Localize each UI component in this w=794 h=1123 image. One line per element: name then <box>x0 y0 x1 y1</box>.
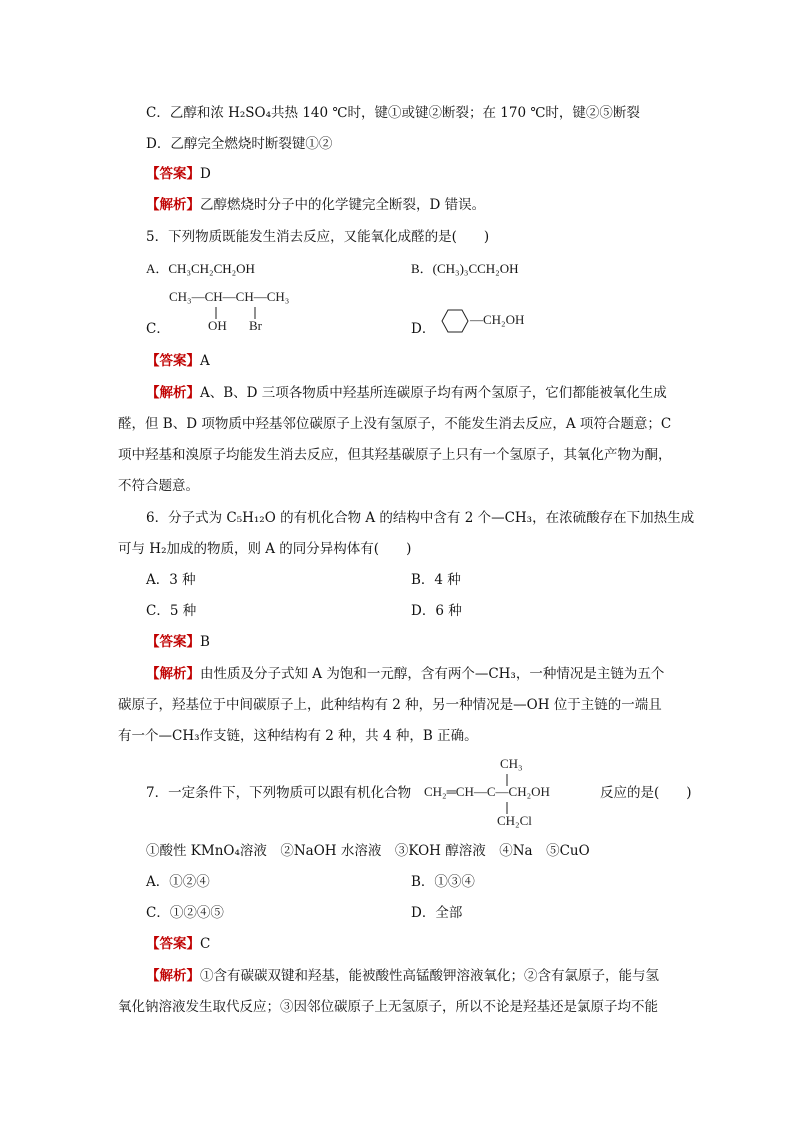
q7-analysis-line-1 <box>146 966 659 986</box>
analysis-text: 由性质及分子式知 A 为饱和一元醇，含有两个—CH₃，一种情况是主链为五个 <box>200 666 665 682</box>
q6-stem-line-1: 6．分子式为 C₅H₁₂O 的有机化合物 A 的结构中含有 2 个—CH₃，在浓硫酸存在下加热生成 <box>146 510 695 526</box>
q7-stem-post: 反应的是( ) <box>600 785 692 801</box>
structure-methyl-top: CH₃ <box>500 756 523 771</box>
cyclohexane-ring-icon <box>434 304 474 340</box>
structure-chloromethyl-bottom: CH₂Cl <box>497 813 532 828</box>
q5-analysis-line-2: 醛，但 B、D 项物质中羟基邻位碳原子上没有氢原子，不能发生消去反应，A 项符合题意；C <box>118 416 672 432</box>
q7-analysis-line-2: 氧化钠溶液发生取代反应；③因邻位碳原子上无氢原子，所以不论是羟基还是氯原子均不能 <box>118 999 658 1015</box>
q6-option-a: A．3 种 <box>146 572 196 588</box>
q4-answer-line <box>146 164 211 184</box>
q4-analysis-line <box>146 195 485 215</box>
q7-option-d: D．全部 <box>411 905 463 921</box>
q7-option-a: A．①②④ <box>146 874 210 890</box>
answer-tag: 【答案】 <box>146 353 200 369</box>
q6-analysis-line-3: 有一个—CH₃作支链，这种结构有 2 种，共 4 种，B 正确。 <box>118 728 478 744</box>
q5-answer: A <box>200 353 210 369</box>
q4-answer: D <box>200 166 211 182</box>
hydroxyl-group: OH <box>208 318 227 333</box>
q5-analysis-line-1 <box>146 383 667 403</box>
bromo-group: Br <box>249 318 262 333</box>
q6-option-d: D．6 种 <box>411 603 462 619</box>
q6-option-c: C．5 种 <box>146 603 197 619</box>
q5-option-d-structure <box>434 304 564 340</box>
q5-analysis-line-3: 项中羟基和溴原子均能发生消去反应，但其羟基碳原子上只有一个氢原子，其氧化产物为酮， <box>118 447 672 463</box>
q5-option-b: B．(CH₃)₃CCH₂OH <box>411 261 519 276</box>
analysis-text: ①含有碳碳双键和羟基，能被酸性高锰酸钾溶液氧化；②含有氯原子，能与氢 <box>200 968 659 984</box>
q6-answer: B <box>200 634 210 650</box>
structure-main-chain: CH₂═CH—C—CH₂OH <box>424 784 550 799</box>
q6-option-b: B．4 种 <box>411 572 461 588</box>
structure-main-chain: CH₃—CH—CH—CH₃ <box>169 289 290 304</box>
q6-stem-line-2: 可与 H₂加成的物质，则 A 的同分异构体有( ) <box>118 541 412 557</box>
q5-option-c-structure <box>169 289 329 337</box>
q7-option-b: B．①③④ <box>411 874 475 890</box>
q5-option-d-label: D． <box>411 321 436 337</box>
q7-option-c: C．①②④⑤ <box>146 905 224 921</box>
q4-option-c: C．乙醇和浓 H₂SO₄共热 140 ℃时，键①或键②断裂；在 170 ℃时，键②⑤断裂 <box>146 105 640 121</box>
analysis-tag: 【解析】 <box>146 197 200 213</box>
analysis-tag: 【解析】 <box>146 968 200 984</box>
answer-tag: 【答案】 <box>146 166 200 182</box>
answer-tag: 【答案】 <box>146 936 200 952</box>
q7-answer: C <box>200 936 211 952</box>
q5-stem: 5．下列物质既能发生消去反应，又能氧化成醛的是( ) <box>146 229 490 245</box>
analysis-text: A、B、D 三项各物质中羟基所连碳原子均有两个氢原子，它们都能被氧化生成 <box>200 385 667 401</box>
q6-answer-line <box>146 632 210 652</box>
q4-analysis: 乙醇燃烧时分子中的化学键完全断裂，D 错误。 <box>200 197 486 213</box>
q5-analysis-line-4: 不符合题意。 <box>118 478 199 494</box>
q7-stem-pre: 7．一定条件下，下列物质可以跟有机化合物 <box>146 785 412 801</box>
q7-reagents: ①酸性 KMnO₄溶液 ②NaOH 水溶液 ③KOH 醇溶液 ④Na ⑤CuO <box>146 843 590 859</box>
analysis-tag: 【解析】 <box>146 385 200 401</box>
q6-analysis-line-1 <box>146 664 664 684</box>
q5-answer-line <box>146 351 210 371</box>
hydroxymethyl-group: —CH₂OH <box>470 312 525 327</box>
answer-tag: 【答案】 <box>146 634 200 650</box>
q5-option-a: A．CH₃CH₂CH₂OH <box>146 261 255 276</box>
q5-option-c-label: C． <box>146 321 170 337</box>
q7-answer-line <box>146 934 210 954</box>
q6-analysis-line-2: 碳原子，羟基位于中间碳原子上，此种结构有 2 种，另一种情况是—OH 位于主链的一端且 <box>118 697 662 713</box>
analysis-tag: 【解析】 <box>146 666 200 682</box>
q4-option-d: D．乙醇完全燃烧时断裂键①② <box>146 136 333 152</box>
